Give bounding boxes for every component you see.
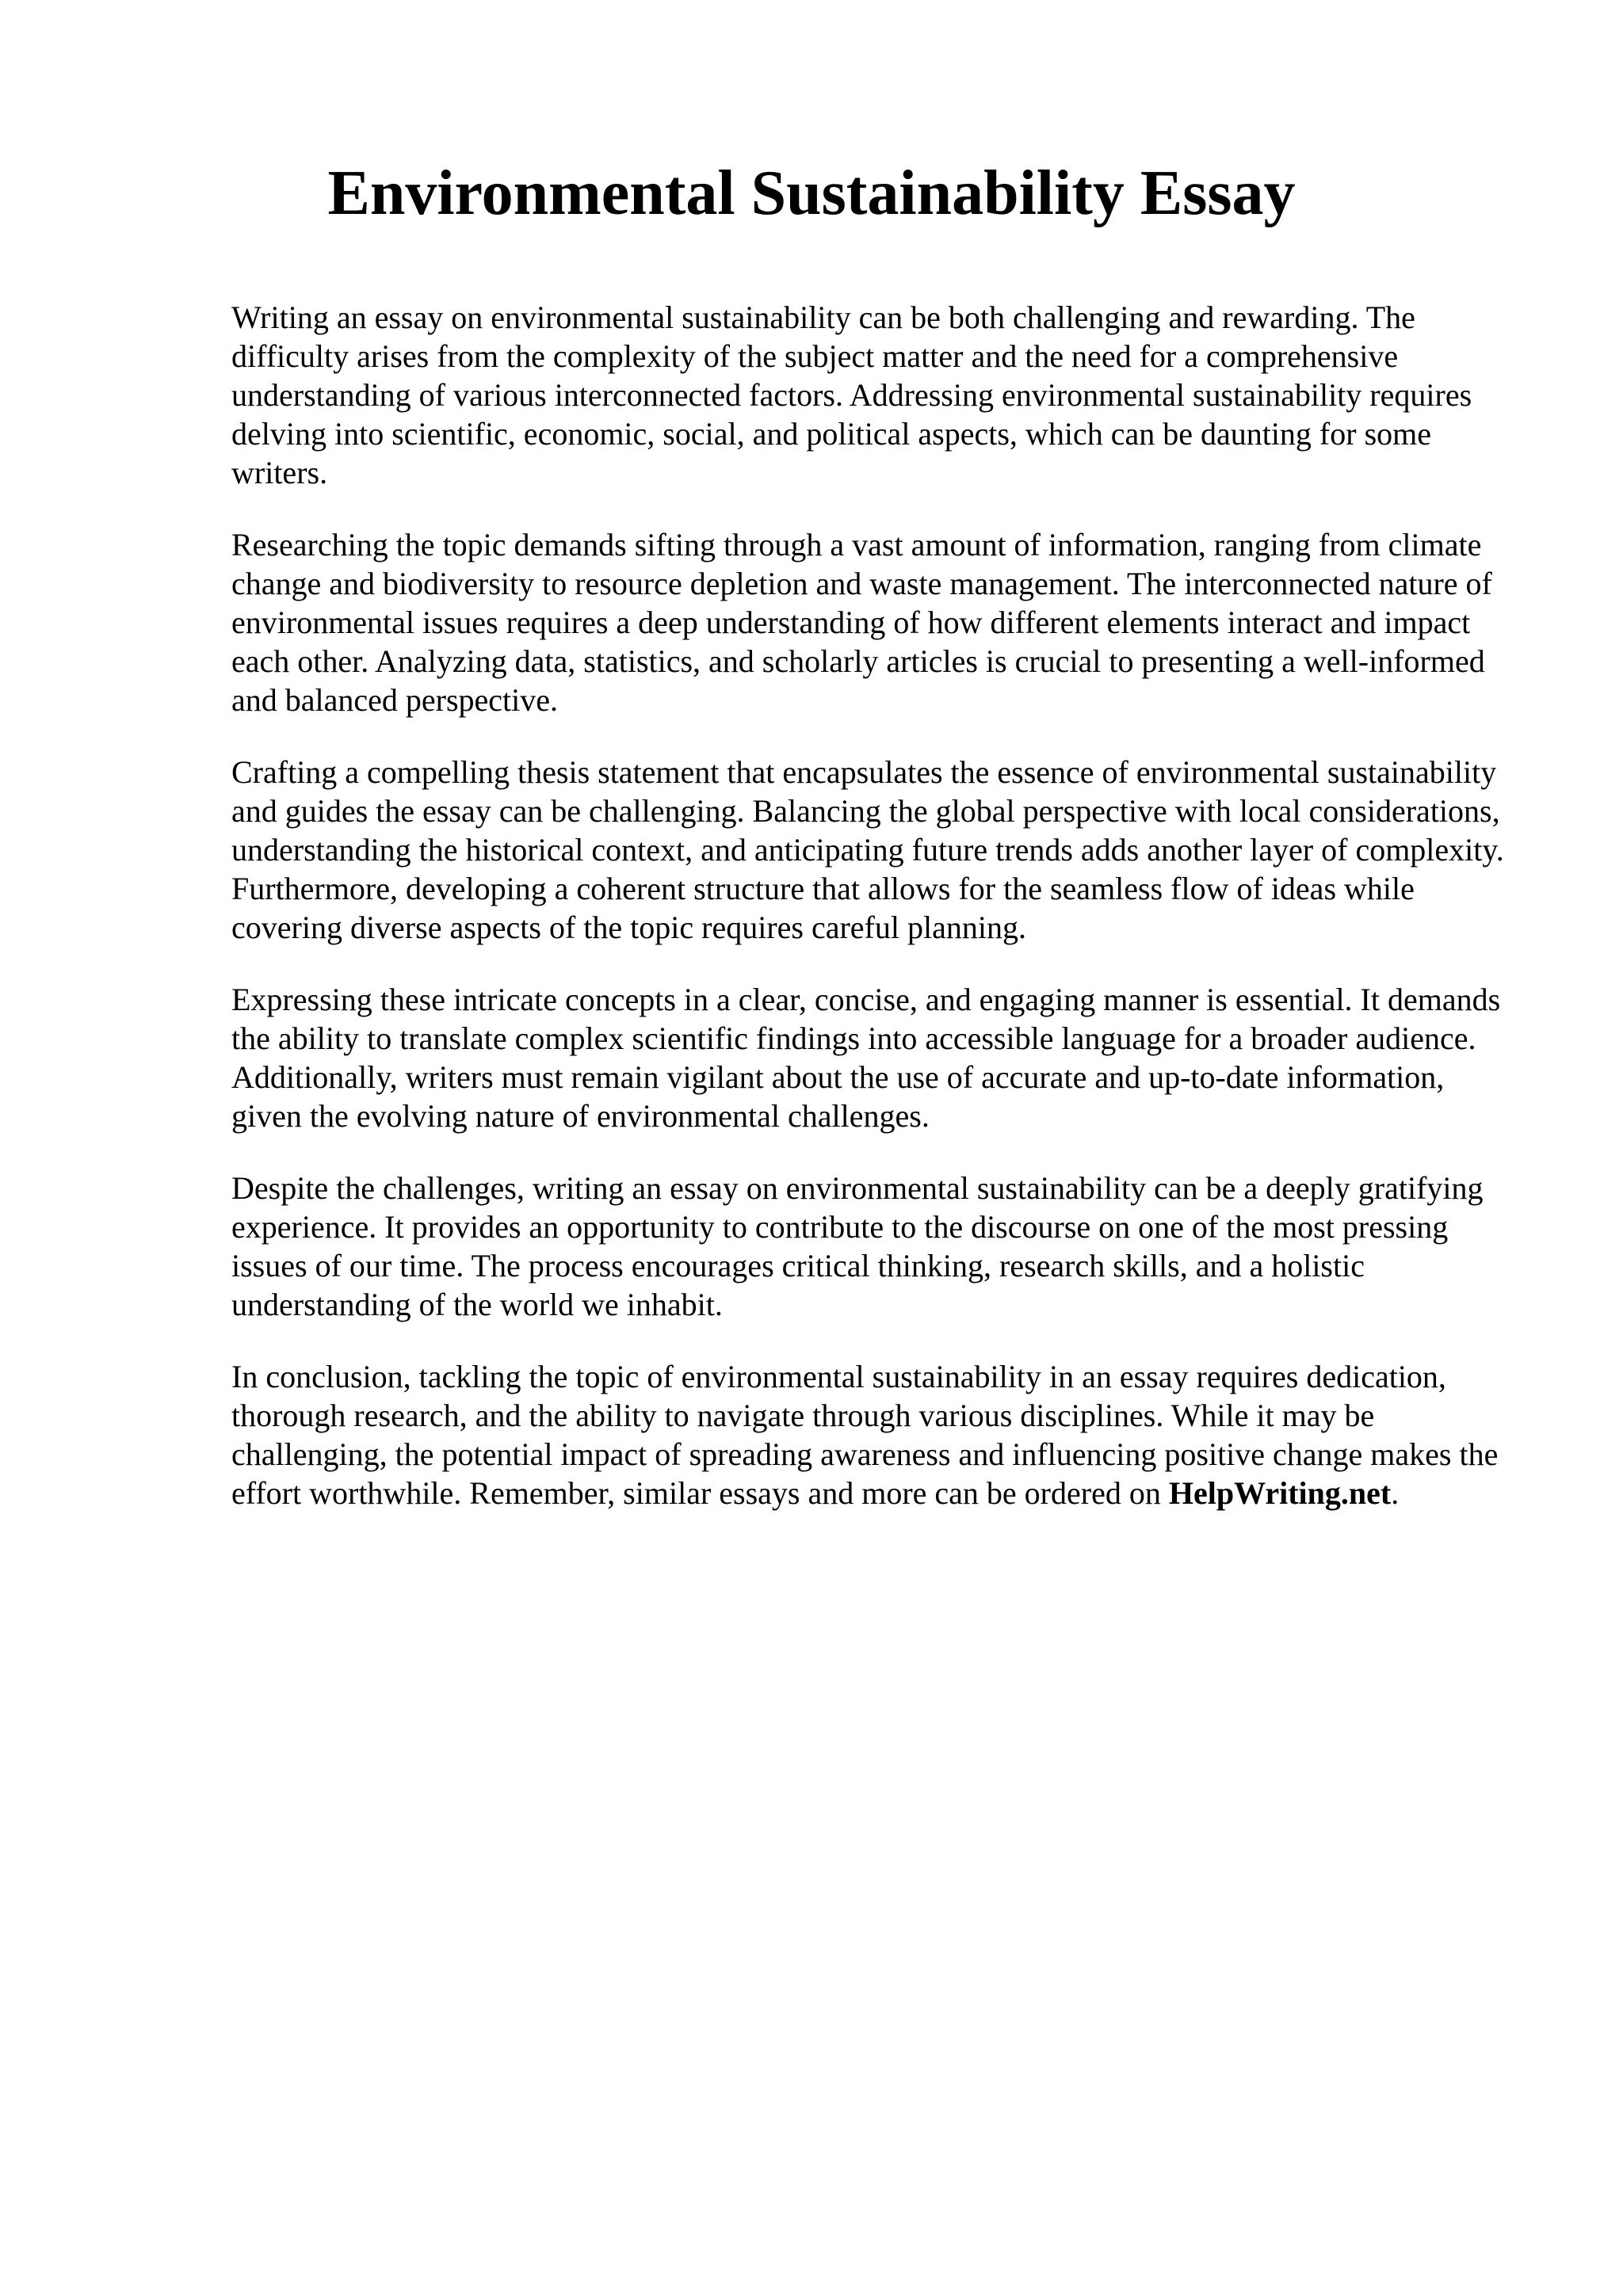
- paragraph-5: Despite the challenges, writing an essay on environmental sustainability can be a deeply gratifying experience. It provides an opportunity to contribute to the discourse on one of the most pressing issues of our time. The process encourages critical thinking, research skills, and a holistic understanding of the world we inhabit.: [231, 1170, 1484, 1322]
- conclusion-text: In conclusion, tackling the topic of environmental sustainability in an essay requires dedication, thorough research, and the ability to navigate through various disciplines. While it may be challenging, the potential impact of spreading awareness and influencing positive change makes the effort worthwhile. Remember, similar essays and more can be ordered on: [231, 1359, 1499, 1511]
- page-title: Environmental Sustainability Essay: [327, 158, 1296, 228]
- paragraph-4: Expressing these intricate concepts in a clear, concise, and engaging manner is essential. It demands the ability to translate complex scientific findings into accessible language for a broader audience. Additionally, writers must remain vigilant about the use of accurate and up-to-date information, given the evolving nature of environmental challenges.: [231, 982, 1501, 1134]
- paragraph-1: Writing an essay on environmental sustainability can be both challenging and rewarding. The difficulty arises from the complexity of the subject matter and the need for a comprehensive understanding of various interconnected factors. Addressing environmental sustainability requires delving into scientific, economic, social, and political aspects, which can be daunting for some writers.: [231, 299, 1472, 490]
- paragraph-2: Researching the topic demands sifting through a vast amount of information, ranging from climate change and biodiversity to resource depletion and waste management. The interconnected nature of environmental issues requires a deep understanding of how different elements interact and impact each other. Analyzing data, statistics, and scholarly articles is crucial to presenting a well-informed and balanced perspective.: [231, 527, 1492, 718]
- essay-body: [231, 298, 1515, 1546]
- conclusion-paragraph: [231, 1357, 1515, 1512]
- brand-link[interactable]: HelpWriting.net: [1168, 1475, 1392, 1511]
- conclusion-end: .: [1391, 1475, 1400, 1511]
- paragraph-3: Crafting a compelling thesis statement that encapsulates the essence of environmental sustainability and guides the essay can be challenging. Balancing the global perspective with local considerations, understanding the historical context, and anticipating future trends adds another layer of complexity. Furthermore, developing a coherent structure that allows for the seamless flow of ideas while covering diverse aspects of the topic requires careful planning.: [231, 754, 1504, 945]
